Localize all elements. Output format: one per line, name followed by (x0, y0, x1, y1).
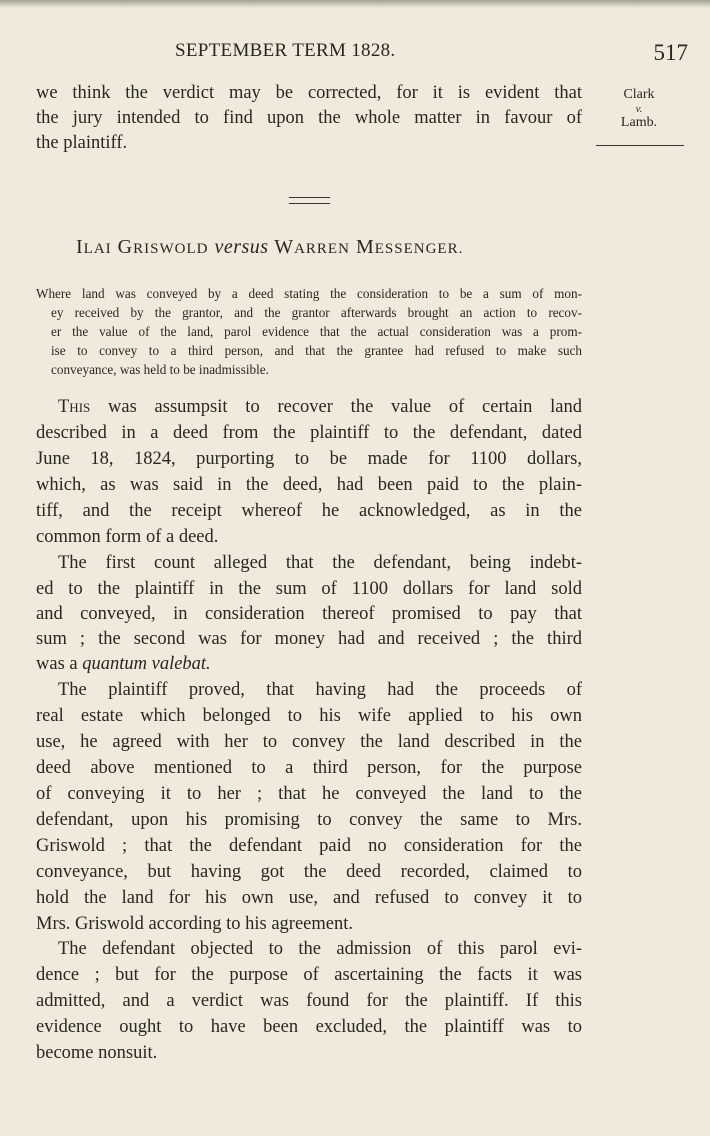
body-line (58, 397, 582, 418)
title-part: I (76, 236, 84, 258)
carryover-line: we think the verdict may be corrected, for it is evident that (36, 83, 582, 103)
title-part: ESSENGER. (374, 241, 464, 257)
section-divider (289, 197, 330, 204)
body-line: of conveying it to her ; that he conveyed the land to the (36, 784, 582, 804)
body-line: common form of a deed. (36, 527, 219, 547)
body-line: evidence ought to have been excluded, the plaintiff was to (36, 1017, 582, 1037)
body-line: conveyance, but having got the deed recorded, claimed to (36, 862, 582, 882)
body-line: ed to the plaintiff in the sum of 1100 dollars for land sold (36, 579, 582, 599)
body-line: deed above mentioned to a third person, for the purpose (36, 758, 582, 778)
body-line: use, he agreed with her to convey the land described in the (36, 732, 582, 752)
case-title (76, 236, 463, 259)
page-edge-shadow (0, 0, 710, 8)
body-line: real estate which belonged to his wife applied to his own (36, 706, 582, 726)
body-line: described in a deed from the plaintiff to the defendant, dated (36, 423, 582, 443)
italic-phrase: quantum valebat. (82, 654, 211, 674)
body-line: sum ; the second was for money had and received ; the third (36, 629, 582, 649)
margin-party-1: Clark (623, 87, 655, 102)
title-part: G (117, 236, 134, 258)
running-head: SEPTEMBER TERM 1828. (175, 40, 396, 61)
body-line: and conveyed, in consideration thereof promised to pay that (36, 604, 582, 624)
body-line: which, as was said in the deed, had been paid to the plain- (36, 475, 582, 495)
body-line: The defendant objected to the admission of this parol evi- (58, 939, 582, 959)
headnote-line: er the value of the land, parol evidence that the actual consideration was a prom- (51, 324, 582, 339)
body-line: become nonsuit. (36, 1043, 158, 1063)
body-line: Mrs. Griswold according to his agreement. (36, 914, 353, 934)
title-part: LAI (83, 241, 112, 257)
body-line: dence ; but for the purpose of ascertaining the facts it was (36, 965, 582, 985)
title-part: ARREN (294, 241, 350, 257)
margin-party-2: Lamb. (620, 115, 658, 130)
body-line: The first count alleged that the defendant, being indebt- (58, 553, 582, 573)
headnote-line: ise to convey to a third person, and that the grantee had refused to make such (51, 343, 582, 358)
title-part: M (355, 236, 375, 258)
headnote-line: ey received by the grantor, and the grantor afterwards brought an action to recov- (51, 305, 582, 320)
margin-versus: v. (635, 103, 643, 115)
body-line: hold the land for his own use, and refused to convey it to (36, 888, 582, 908)
first-word: This (58, 397, 91, 417)
body-text: was assumpsit to recover the value of certain land (90, 397, 582, 417)
title-versus: versus (214, 236, 269, 258)
body-line: June 18, 1824, purporting to be made for 1100 dollars, (36, 449, 582, 469)
body-line: admitted, and a verdict was found for the plaintiff. If this (36, 991, 582, 1011)
body-line (36, 654, 582, 675)
headnote-line: Where land was conveyed by a deed stating the consideration to be a sum of mon- (36, 286, 582, 301)
headnote-line: conveyance, was held to be inadmissible. (51, 362, 269, 377)
title-part: RISWOLD (133, 241, 209, 257)
carryover-line: the plaintiff. (36, 133, 128, 153)
body-line: tiff, and the receipt whereof he acknowledged, as in the (36, 501, 582, 521)
margin-rule (596, 145, 684, 146)
body-line: Griswold ; that the defendant paid no consideration for the (36, 836, 582, 856)
carryover-line: the jury intended to find upon the whole matter in favour of (36, 108, 582, 128)
page-number: 517 (653, 40, 688, 65)
title-part: W (274, 236, 295, 258)
body-line: defendant, upon his promising to convey the same to Mrs. (36, 810, 582, 830)
body-text: was a (36, 654, 83, 674)
margin-case-note (598, 88, 680, 130)
body-line: The plaintiff proved, that having had the proceeds of (58, 680, 582, 700)
